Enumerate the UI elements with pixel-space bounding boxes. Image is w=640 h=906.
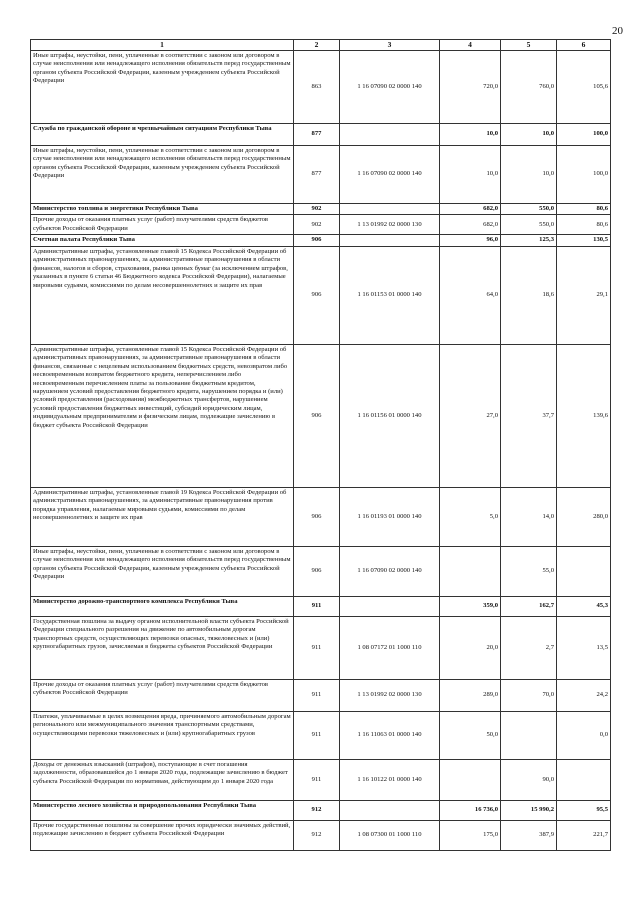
cell-admin-code: 912 (294, 800, 340, 820)
table-row (31, 616, 611, 679)
cell-budget-code: 1 16 07090 02 0000 140 (340, 146, 440, 204)
cell-name: Служба по гражданской обороне и чрезвычайным ситуациям Республики Тыва (31, 124, 294, 146)
cell-plan: 96,0 (440, 235, 501, 246)
cell-budget-code (340, 235, 440, 246)
cell-budget-code: 1 16 11063 01 0000 140 (340, 711, 440, 759)
cell-name: Административные штрафы, установленные главой 15 Кодекса Российской Федерации об административных правонарушениях, за административные правонарушения в области финансов, налогов и сборов, страхования, рынка ценных бумаг (за исключением штрафов, указанных в пункте 6 статьи 46 Бюджетного кодекса Российской Федерации), налагаемые мировыми судьями, комиссиями по делам несовершеннолетних и защите их прав (31, 246, 294, 344)
cell-budget-code: 1 16 01193 01 0000 140 (340, 487, 440, 546)
cell-admin-code: 911 (294, 711, 340, 759)
cell-actual: 10,0 (501, 146, 557, 204)
cell-percent: 0,0 (557, 711, 611, 759)
cell-name: Иные штрафы, неустойки, пени, уплаченные в соответствии с законом или договором в случае неисполнения или ненадлежащего исполнения обязательств перед государственным органом субъекта Российской Федерации, казенным учреждением субъекта Российской Федерации (31, 51, 294, 124)
cell-actual: 14,0 (501, 487, 557, 546)
table-row-section (31, 124, 611, 146)
cell-plan: 5,0 (440, 487, 501, 546)
table-row-section (31, 204, 611, 215)
cell-name: Государственная пошлина за выдачу органом исполнительной власти субъекта Российской Федерации специального разрешения на движение по автомобильным дорогам транспортных средств, осуществляющих перевозки опасных, тяжеловесных и (или) крупногабаритных грузов, зачисляемая в бюджеты субъектов Российской Федерации (31, 616, 294, 679)
table-row-section (31, 800, 611, 820)
revenue-table (30, 39, 611, 851)
cell-budget-code (340, 204, 440, 215)
column-header-admin-code: 2 (294, 40, 340, 51)
cell-percent: 24,2 (557, 679, 611, 711)
cell-budget-code (340, 124, 440, 146)
table-row (31, 51, 611, 124)
cell-actual (501, 711, 557, 759)
cell-percent: 95,5 (557, 800, 611, 820)
cell-budget-code: 1 16 01153 01 0000 140 (340, 246, 440, 344)
cell-actual: 2,7 (501, 616, 557, 679)
cell-actual: 90,0 (501, 759, 557, 800)
cell-plan: 50,0 (440, 711, 501, 759)
cell-plan (440, 546, 501, 596)
cell-admin-code: 906 (294, 235, 340, 246)
table-header-row (31, 40, 611, 51)
cell-budget-code: 1 16 07090 02 0000 140 (340, 546, 440, 596)
cell-budget-code: 1 13 01992 02 0000 130 (340, 215, 440, 235)
cell-percent: 280,0 (557, 487, 611, 546)
cell-budget-code: 1 16 01156 01 0000 140 (340, 344, 440, 487)
cell-percent: 105,6 (557, 51, 611, 124)
cell-admin-code: 906 (294, 546, 340, 596)
cell-admin-code: 877 (294, 146, 340, 204)
cell-plan: 359,0 (440, 596, 501, 616)
cell-plan: 289,0 (440, 679, 501, 711)
cell-name: Платежи, уплачиваемые в целях возмещения вреда, причиняемого автомобильным дорогам регионального или межмуниципального значения транспортными средствами, осуществляющими перевозки тяжеловесных и (или) крупногабаритных грузов (31, 711, 294, 759)
table-row (31, 215, 611, 235)
cell-actual: 550,0 (501, 204, 557, 215)
table-row-section (31, 235, 611, 246)
column-header-plan: 4 (440, 40, 501, 51)
cell-percent: 139,6 (557, 344, 611, 487)
cell-plan: 682,0 (440, 204, 501, 215)
table-row (31, 546, 611, 596)
cell-actual: 760,0 (501, 51, 557, 124)
cell-admin-code: 906 (294, 487, 340, 546)
table-row (31, 246, 611, 344)
cell-name: Иные штрафы, неустойки, пени, уплаченные в соответствии с законом или договором в случае неисполнения или ненадлежащего исполнения обязательств перед государственным органом субъекта Российской Федерации, казенным учреждением субъекта Российской Федерации (31, 146, 294, 204)
cell-plan: 16 736,0 (440, 800, 501, 820)
page-number: 20 (612, 25, 623, 37)
cell-percent: 80,6 (557, 215, 611, 235)
cell-percent: 100,0 (557, 146, 611, 204)
cell-plan: 10,0 (440, 146, 501, 204)
cell-actual: 70,0 (501, 679, 557, 711)
cell-percent: 13,5 (557, 616, 611, 679)
cell-percent (557, 759, 611, 800)
table-row (31, 146, 611, 204)
cell-name: Прочие государственные пошлины за совершение прочих юридически значимых действий, подлежащие зачислению в бюджет субъекта Российской Федерации (31, 820, 294, 850)
cell-budget-code (340, 800, 440, 820)
cell-budget-code: 1 08 07300 01 1000 110 (340, 820, 440, 850)
cell-admin-code: 912 (294, 820, 340, 850)
table-row (31, 759, 611, 800)
cell-name: Прочие доходы от оказания платных услуг (работ) получателями средств бюджетов субъектов Российской Федерации (31, 679, 294, 711)
cell-admin-code: 911 (294, 616, 340, 679)
cell-plan: 10,0 (440, 124, 501, 146)
table-row (31, 679, 611, 711)
cell-actual: 10,0 (501, 124, 557, 146)
cell-name: Министерство дорожно-транспортного комплекса Республики Тыва (31, 596, 294, 616)
cell-admin-code: 911 (294, 679, 340, 711)
cell-percent: 100,0 (557, 124, 611, 146)
column-header-budget-code: 3 (340, 40, 440, 51)
cell-admin-code: 911 (294, 596, 340, 616)
cell-admin-code: 911 (294, 759, 340, 800)
table-row (31, 344, 611, 487)
cell-budget-code (340, 596, 440, 616)
cell-budget-code: 1 16 07090 02 0000 140 (340, 51, 440, 124)
cell-admin-code: 877 (294, 124, 340, 146)
cell-budget-code: 1 16 10122 01 0000 140 (340, 759, 440, 800)
cell-plan: 64,0 (440, 246, 501, 344)
cell-plan: 175,0 (440, 820, 501, 850)
cell-budget-code: 1 13 01992 02 0000 130 (340, 679, 440, 711)
cell-percent: 80,6 (557, 204, 611, 215)
cell-actual: 387,9 (501, 820, 557, 850)
cell-admin-code: 863 (294, 51, 340, 124)
cell-admin-code: 906 (294, 344, 340, 487)
table-row-section (31, 596, 611, 616)
cell-actual: 125,3 (501, 235, 557, 246)
cell-plan: 20,0 (440, 616, 501, 679)
cell-plan (440, 759, 501, 800)
column-header-name: 1 (31, 40, 294, 51)
cell-plan: 27,0 (440, 344, 501, 487)
cell-percent: 221,7 (557, 820, 611, 850)
cell-percent: 45,3 (557, 596, 611, 616)
cell-actual: 15 990,2 (501, 800, 557, 820)
cell-actual: 18,6 (501, 246, 557, 344)
cell-name: Иные штрафы, неустойки, пени, уплаченные в соответствии с законом или договором в случае неисполнения или ненадлежащего исполнения обязательств перед государственным органом субъекта Российской Федерации, казенным учреждением субъекта Российской Федерации (31, 546, 294, 596)
cell-actual: 550,0 (501, 215, 557, 235)
cell-percent: 29,1 (557, 246, 611, 344)
cell-name: Счетная палата Республики Тыва (31, 235, 294, 246)
cell-actual: 37,7 (501, 344, 557, 487)
cell-percent (557, 546, 611, 596)
cell-plan: 720,0 (440, 51, 501, 124)
table-row (31, 820, 611, 850)
column-header-percent: 6 (557, 40, 611, 51)
cell-admin-code: 906 (294, 246, 340, 344)
column-header-actual: 5 (501, 40, 557, 51)
cell-name: Административные штрафы, установленные главой 19 Кодекса Российской Федерации об административных правонарушениях, за административные правонарушения против порядка управления, налагаемые мировыми судьями, комиссиями по делам несовершеннолетних и защите их прав (31, 487, 294, 546)
cell-name: Доходы от денежных взысканий (штрафов), поступающие в счет погашения задолженности, образовавшейся до 1 января 2020 года, подлежащие зачислению в бюджет субъекта Российской Федерации по нормативам, действующим до 1 января 2020 года (31, 759, 294, 800)
cell-plan: 682,0 (440, 215, 501, 235)
cell-name: Министерство лесного хозяйства и природопользования Республики Тыва (31, 800, 294, 820)
table-row (31, 487, 611, 546)
cell-admin-code: 902 (294, 204, 340, 215)
cell-admin-code: 902 (294, 215, 340, 235)
cell-actual: 55,0 (501, 546, 557, 596)
cell-name: Министерство топлива и энергетики Республики Тыва (31, 204, 294, 215)
cell-percent: 130,5 (557, 235, 611, 246)
cell-actual: 162,7 (501, 596, 557, 616)
cell-name: Прочие доходы от оказания платных услуг (работ) получателями средств бюджетов субъектов Российской Федерации (31, 215, 294, 235)
table-row (31, 711, 611, 759)
table-body (31, 51, 611, 851)
cell-name: Административные штрафы, установленные главой 15 Кодекса Российской Федерации об административных правонарушениях, за административные правонарушения в области финансов, связанные с нецелевым использованием бюджетных средств, невозвратом либо несвоевременным возвратом бюджетного кредита, неперечислением либо несвоевременным перечислением платы за пользование бюджетным кредитом, нарушением условий предоставления бюджетного кредита, нарушением порядка и (или) условий предоставления (расходования) межбюджетных трансфертов, нарушением условий предоставления бюджетных инвестиций, субсидий юридическим лицам, индивидуальным предпринимателям и физическим лицам, подлежащие зачислению в бюджет субъекта Российской Федерации (31, 344, 294, 487)
cell-budget-code: 1 08 07172 01 1000 110 (340, 616, 440, 679)
